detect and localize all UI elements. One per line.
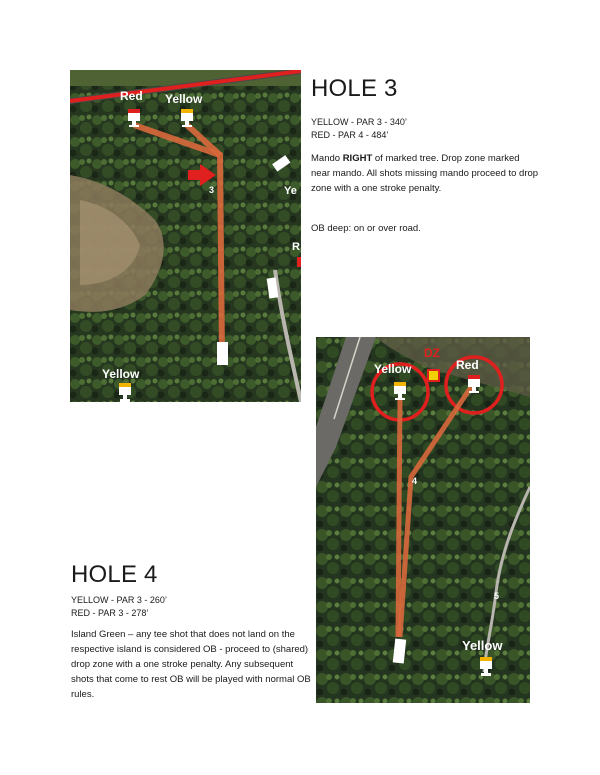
hole-4-island-text: Island Green – any tee shot that does not land on the respective island is considered OB - proceed to (shared) drop zone with a one stroke penalty. Any subsequent shots that come to rest OB will be played with normal OB rules. — [71, 629, 311, 700]
hole-4-pars — [71, 594, 167, 620]
hole-4-red-par: RED - PAR 3 - 278’ — [71, 608, 149, 618]
tee-label-yellow: Yellow — [374, 362, 412, 376]
tee-label-red: Red — [120, 89, 143, 103]
hole-number-label: 3 — [209, 185, 215, 195]
hole-3-mando-text: Mando RIGHT of marked tree. Drop zone marked near mando. All shots missing mando proceed to drop zone with a one stroke penalty. — [311, 153, 539, 194]
hole-4-map — [316, 337, 530, 703]
drop-zone-marker-icon — [428, 370, 439, 381]
hole-3-map — [70, 70, 301, 402]
mando-direction: RIGHT — [342, 153, 373, 164]
next-tee-label: Yellow — [102, 367, 140, 381]
hole-5-number-label: 5 — [494, 591, 500, 601]
hole-4-fairway-yellow — [398, 397, 400, 637]
hole-3-red-par: RED - PAR 4 - 484’ — [311, 130, 389, 140]
hole-3-ob-text: OB deep: on or over road. — [311, 223, 421, 234]
tee-label-yellow: Yellow — [165, 92, 203, 106]
hole-4-number-label: 4 — [412, 476, 418, 486]
hole-3-pars — [311, 116, 407, 142]
next-yellow-tee-icon — [119, 383, 131, 402]
hole-3-title: HOLE 3 — [311, 75, 398, 102]
edge-label-red: R — [292, 241, 300, 253]
hole-3-yellow-par: YELLOW - PAR 3 - 340’ — [311, 117, 407, 127]
tee-label-red: Red — [456, 358, 479, 372]
next-yellow-tee-icon — [480, 657, 492, 676]
next-tee-label: Yellow — [462, 638, 503, 653]
hole-3-basket-icon — [217, 342, 228, 365]
hole-4-yellow-par: YELLOW - PAR 3 - 260’ — [71, 595, 167, 605]
dz-label: DZ — [424, 346, 440, 360]
hole-4-title: HOLE 4 — [71, 561, 158, 588]
edge-label-yellow: Ye — [284, 185, 297, 197]
